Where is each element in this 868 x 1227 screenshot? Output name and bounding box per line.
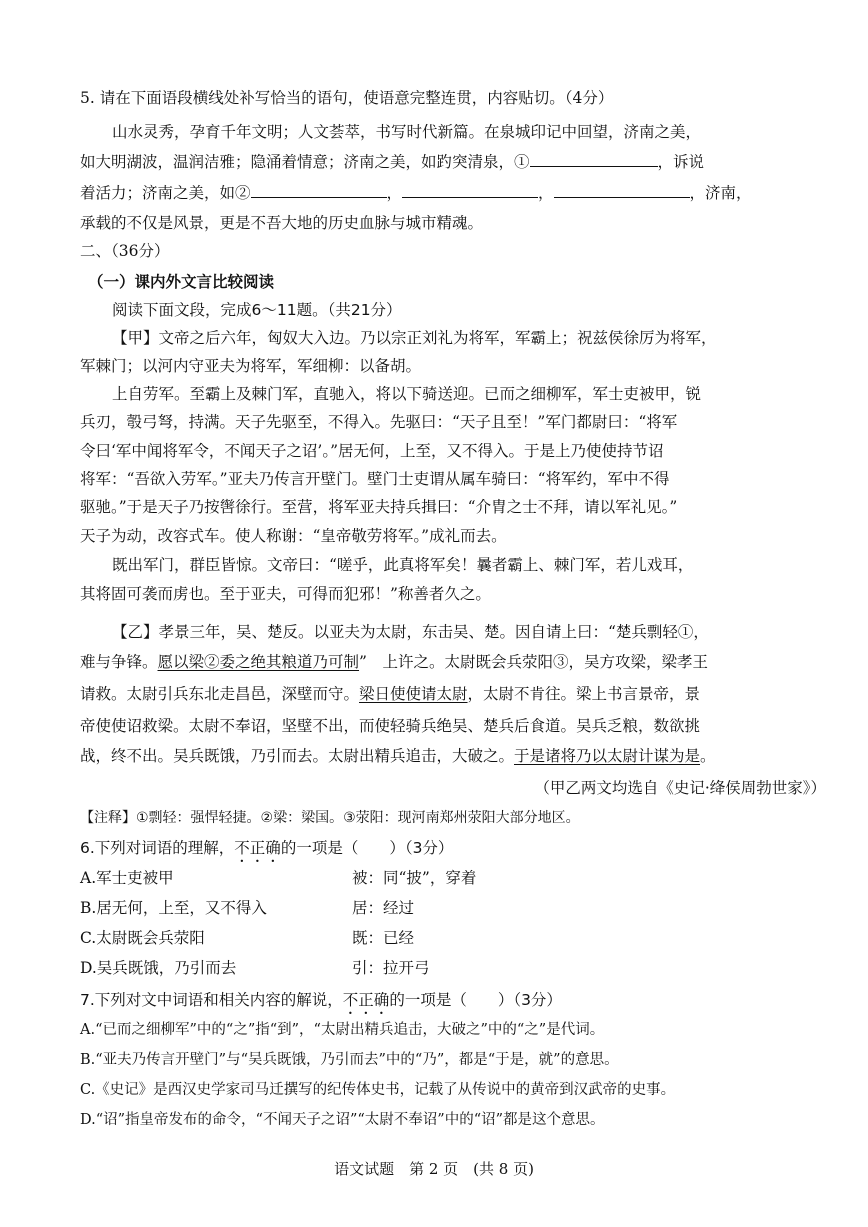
q5-line3-text: 着活力；济南之美，如②: [80, 184, 251, 202]
q5-line3-sep2: ，: [538, 184, 554, 202]
yi-line3-a: 请救。太尉引兵东北走昌邑，深壁而守。: [80, 685, 360, 703]
q7-stem-a: 7.下列对文中词语和相关内容的解说，: [80, 991, 343, 1009]
reading-intro: 阅读下面文段，完成6～11题。（共21分）: [112, 301, 402, 319]
jia-p2-line1: 上自劳军。至霸上及棘门军，直驰入，将以下骑送迎。已而之细柳军，军士吏被甲，锐: [112, 385, 702, 403]
jia-p1-line1: 【甲】文帝之后六年，匈奴大入边。乃以宗正刘礼为将军，军霸上；祝兹侯徐厉为将军，: [112, 329, 717, 347]
annotation-notes: 【注释】①剽轻：强悍轻捷。②梁：梁国。③荥阳：现河南郑州荥阳大部分地区。: [80, 810, 580, 826]
yi-line1: 【乙】孝景三年，吴、楚反。以亚夫为太尉，东击吴、楚。因自请上曰：“楚兵剽轻①，: [112, 623, 709, 641]
section-heading: 二、（36分）: [80, 242, 170, 260]
jia-p1-line2: 军棘门；以河内守亚夫为将军，军细柳：以备胡。: [80, 357, 422, 375]
q5-passage-line4: 承载的不仅是风景，更是不吾大地的历史血脉与城市精魂。: [80, 214, 484, 232]
yi-line5-a: 战，终不出。吴兵既饿，乃引而去。太尉出精兵追击，大破之。: [80, 747, 515, 765]
answer-blank-2a[interactable]: [251, 183, 387, 198]
yi-line3: [80, 684, 820, 704]
jia-p2-line6: 天子为动，改容式车。使人称谢：“皇帝敬劳将军。”成礼而去。: [80, 527, 507, 545]
subsection-heading: （一）课内外文言比较阅读: [88, 273, 275, 291]
q6-stem: [80, 838, 820, 866]
q6-option-b-gloss: 居：经过: [352, 899, 415, 917]
q6-option-a[interactable]: A.军士吏被甲: [80, 869, 174, 887]
jia-p2-line4: 将军：“吾欲入劳军。”亚夫乃传言开壁门。壁门士吏谓从属车骑曰：“将军约，军中不得: [80, 470, 670, 488]
q6-stem-b: 的一项是（ ）（3分）: [280, 839, 454, 857]
q5-line2-text: 如大明湖波，温润洁雅；隐涌着情意；济南之美，如趵突清泉，①: [80, 153, 530, 171]
yi-underlined-sentence-1: 愿以梁②委之绝其粮道乃可制: [157, 653, 360, 671]
q7-option-d[interactable]: D.“诏”指皇帝发布的命令，“不闻天子之诏”“太尉不奉诏”中的“诏”都是这个意思。: [80, 1112, 605, 1128]
q7-option-c[interactable]: C.《史记》是西汉史学家司马迁撰写的纪传体史书，记载了从传说中的黄帝到汉武帝的史事。: [80, 1082, 676, 1098]
q5-line3-sep1: ，: [386, 184, 403, 202]
q6-option-c[interactable]: C.太尉既会兵荥阳: [80, 929, 205, 947]
answer-blank-2b[interactable]: [402, 183, 538, 198]
answer-blank-2c[interactable]: [554, 183, 690, 198]
q6-emphasis: 不正确: [234, 839, 281, 857]
q5-passage-line3: [80, 183, 820, 203]
q5-line2-tail: ，诉说: [657, 153, 705, 171]
q5-stem: 5. 请在下面语段横线处补写恰当的语句，使语意完整连贯，内容贴切。（4分）: [80, 89, 614, 107]
q5-line3-tail: ，济南，: [689, 184, 752, 202]
q7-emphasis: 不正确: [342, 991, 390, 1009]
q5-passage-line1: 山水灵秀，孕育千年文明；人文荟萃，书写时代新篇。在泉城印记中回望，济南之美，: [112, 123, 702, 141]
jia-p2-line5: 驱驰。”于是天子乃按辔徐行。至营，将军亚夫持兵揖曰：“介胄之士不拜，请以军礼见。”: [80, 498, 678, 516]
q6-option-b[interactable]: B.居无何，上至，又不得入: [80, 899, 267, 917]
yi-underlined-sentence-3: 于是诸将乃以太尉计谋为是: [514, 747, 701, 765]
yi-line5-b: 。: [700, 747, 716, 765]
q7-option-a[interactable]: A.“已而之细柳军”中的“之”指“到”，“太尉出精兵追击，大破之”中的“之”是代词。: [80, 1022, 605, 1038]
jia-p3-line2: 其将固可袭而虏也。至于亚夫，可得而犯邪！”称善者久之。: [80, 585, 491, 603]
q6-option-c-gloss: 既：已经: [352, 929, 415, 947]
q6-option-d[interactable]: D.吴兵既饿，乃引而去: [80, 959, 237, 977]
yi-line2: [80, 652, 820, 672]
passage-source: （甲乙两文均选自《史记·绛侯周勃世家》）: [534, 779, 826, 797]
page-footer: 语文试题 第 2 页 (共 8 页): [334, 1160, 534, 1178]
yi-underlined-sentence-2: 梁日使使请太尉: [359, 685, 468, 703]
yi-line3-b: ，太尉不肯往。梁上书言景帝，景: [467, 685, 701, 703]
jia-p2-line3: 令曰‘军中闻将军令，不闻天子之诏’。”居无何，上至，又不得入。于是上乃使使持节诏: [80, 442, 664, 460]
yi-line2-a: 难与争锋。: [80, 653, 158, 671]
q7-stem: [80, 990, 820, 1018]
yi-line5: [80, 746, 820, 766]
q7-option-b[interactable]: B.“亚夫乃传言开壁门”与“吴兵既饿，乃引而去”中的“乃”，都是“于是，就”的意思。: [80, 1052, 619, 1068]
yi-line4: 帝使使诏救梁。太尉不奉诏，坚壁不出，而使轻骑兵绝吴、楚兵后食道。吴兵乏粮，数欲挑: [80, 717, 701, 735]
q6-option-a-gloss: 被：同“披”，穿着: [352, 869, 477, 887]
q5-passage-line2: [80, 152, 820, 172]
jia-p3-line1: 既出军门，群臣皆惊。文帝曰：“嗟乎，此真将军矣！曩者霸上、棘门军，若儿戏耳，: [112, 556, 694, 574]
q6-option-d-gloss: 引：拉开弓: [352, 959, 430, 977]
q6-stem-a: 6.下列对词语的理解，: [80, 839, 235, 857]
jia-p2-line2: 兵刃，彀弓弩，持满。天子先驱至，不得入。先驱曰：“天子且至！”军门都尉曰：“将军: [80, 413, 678, 431]
q7-stem-b: 的一项是（ ）（3分）: [389, 991, 562, 1009]
yi-line2-b: ” 上许之。太尉既会兵荥阳③，吴方攻梁，梁孝王: [359, 653, 708, 671]
answer-blank-1[interactable]: [530, 152, 658, 167]
